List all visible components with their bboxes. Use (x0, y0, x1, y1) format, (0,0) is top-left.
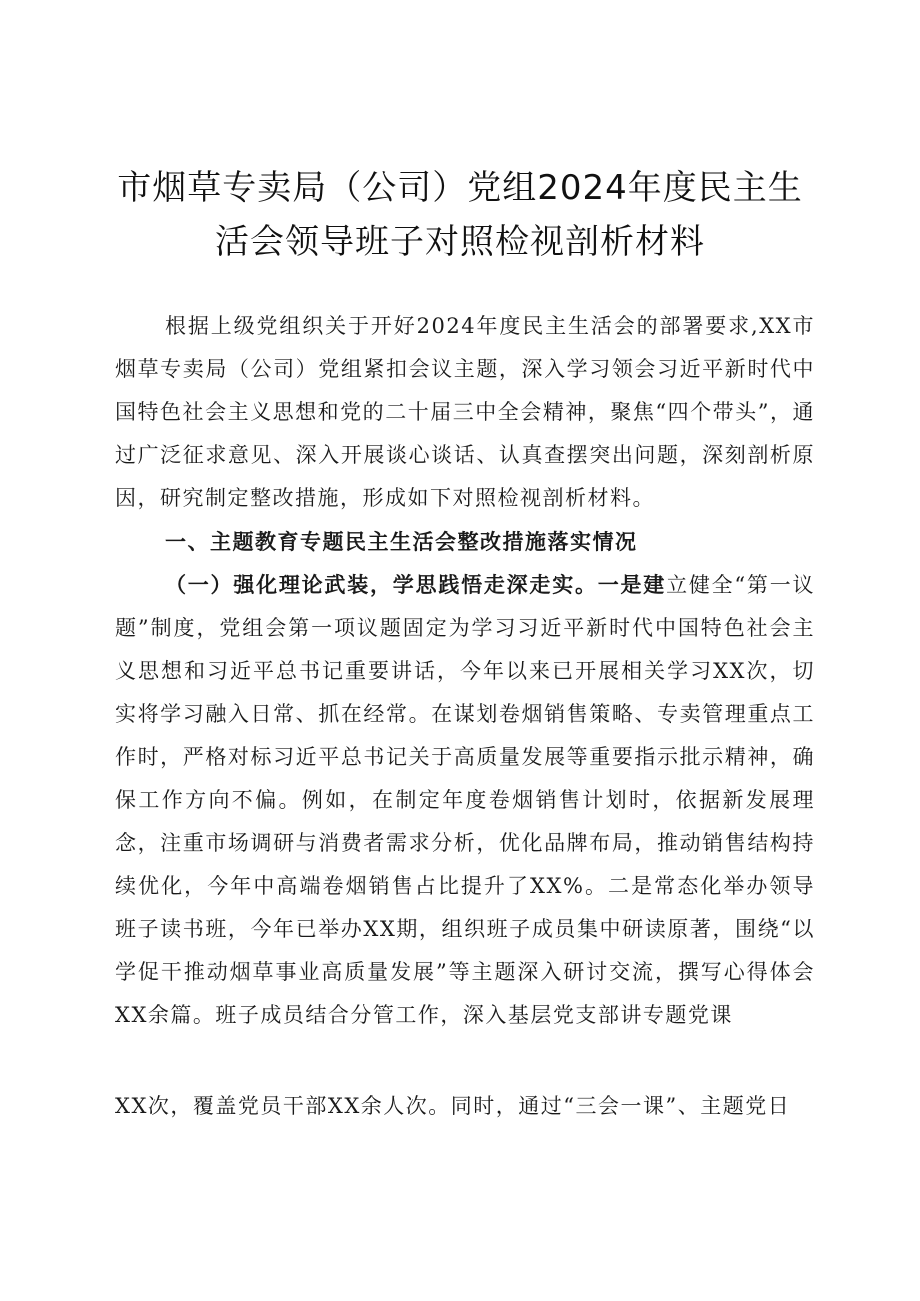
subsection-body-1: 立健全“第一议题”制度，党组会第一项议题固定为学习习近平新时代中国特色社会主义思想和习近平总书记重要讲话，今年以来已开展相关学习XX次，切实将学习融入日常、抓在经常。在谋划卷烟销售策略、专卖管理重点工作时，严格对标习近平总书记关于高质量发展等重要指示批示精神，确保工作方向不偏。例如，在制定年度卷烟销售计划时，依据新发展理念，注重市场调研与消费者需求分析，优化品牌布局，推动销售结构持续优化，今年中高端卷烟销售占比提升了XX%。二是常态化举办领导班子读书班，今年已举办XX期，组织班子成员集中研读原著，围绕“以学促干推动烟草事业高质量发展”等主题深入研讨交流，撰写心得体会XX余篇。班子成员结合分管工作，深入基层党支部讲专题党课 (115, 573, 815, 1027)
continuation-paragraph: XX次，覆盖党员干部XX余人次。同时，通过“三会一课”、主题党日 (115, 1094, 791, 1118)
subsection-paragraph-1 (115, 563, 815, 1037)
intro-paragraph: 根据上级党组织关于开好2024年度民主生活会的部署要求,XX市烟草专卖局（公司）党组紧扣会议主题，深入学习领会习近平新时代中国特色社会主义思想和党的二十届三中全会精神，聚焦“四个带头”，通过广泛征求意见、深入开展谈心谈话、认真查摆突出问题，深刻剖析原因，研究制定整改措施，形成如下对照检视剖析材料。 (115, 314, 815, 510)
document-title-line-2: 活会领导班子对照检视剖析材料 (215, 222, 705, 262)
subsection-heading-1: （一）强化理论武装，学思践悟走深走实。一是建 (165, 572, 667, 597)
section-heading-1: 一、主题教育专题民主生活会整改措施落实情况 (165, 529, 638, 554)
document-title-line-1: 市烟草专卖局（公司）党组2024年度民主生 (117, 168, 803, 208)
